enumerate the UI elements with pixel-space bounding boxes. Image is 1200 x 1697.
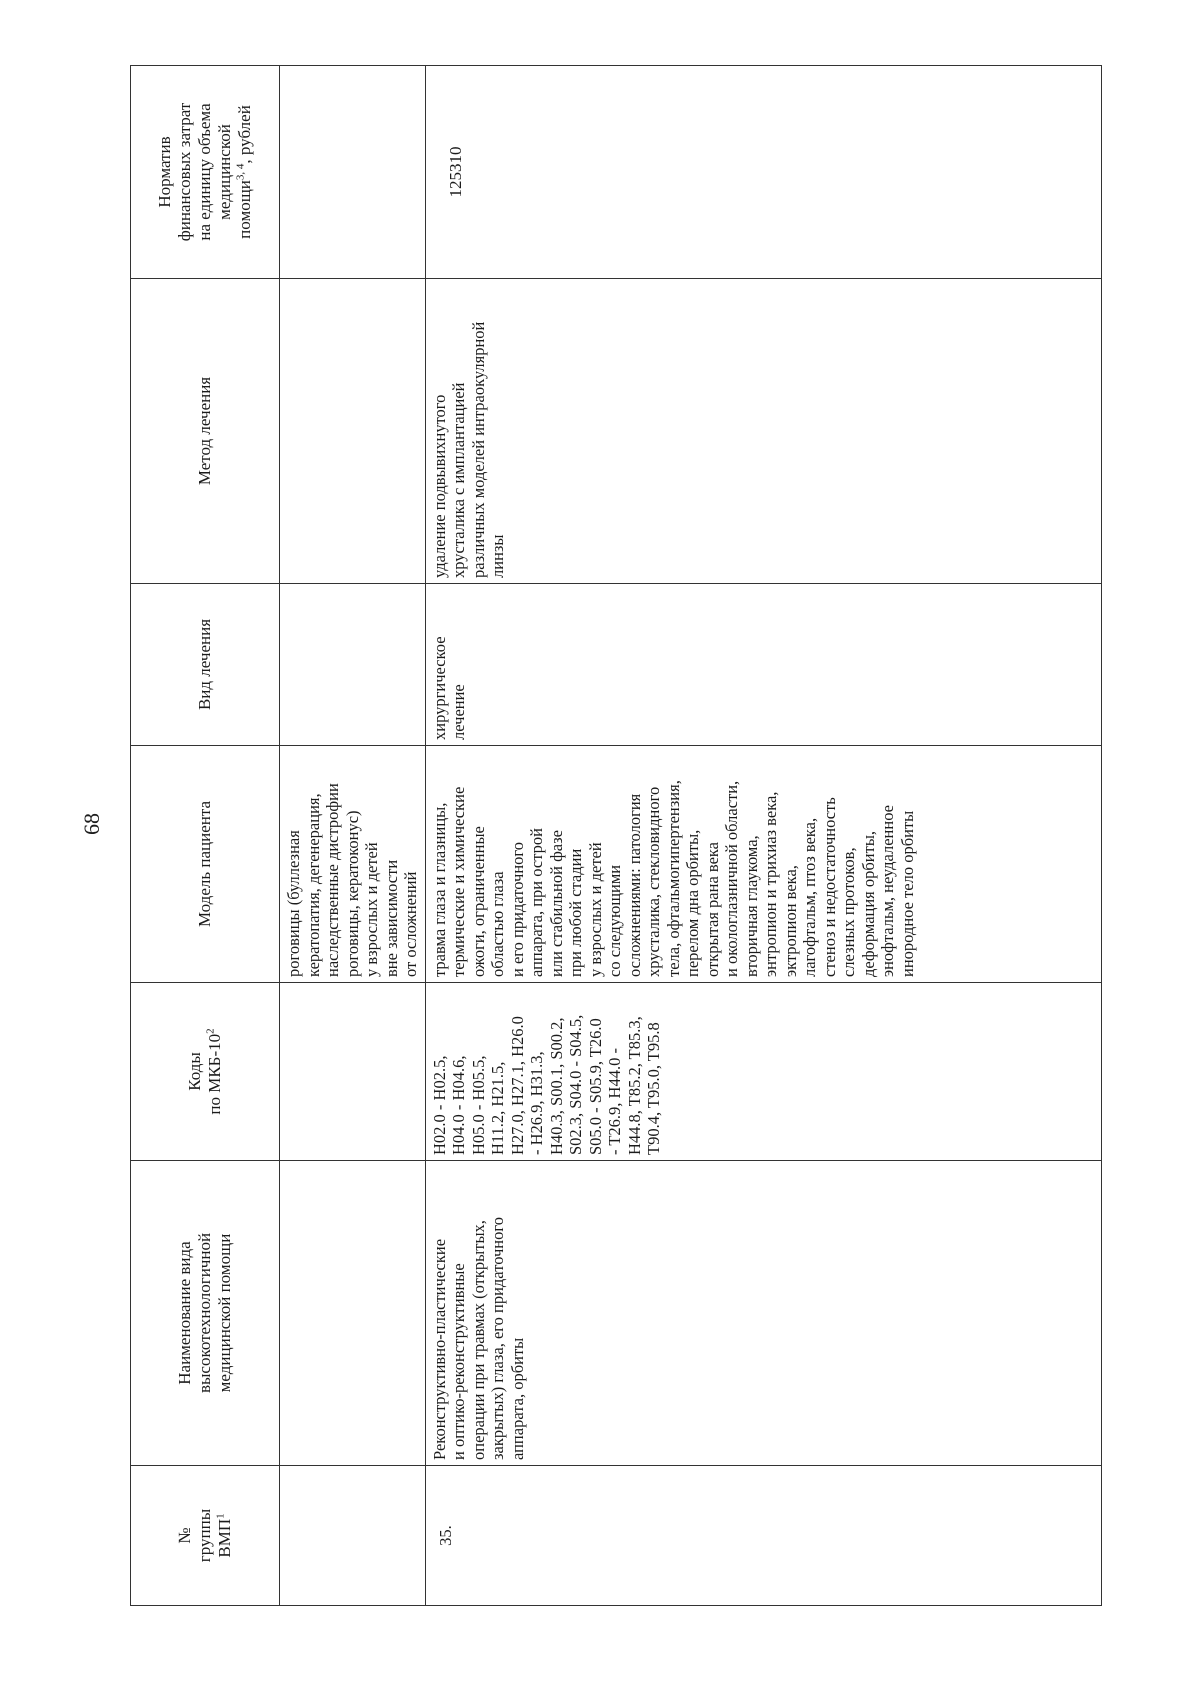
header-care-name: Наименование вида высокотехнологичной медицинской помощи	[131, 1161, 280, 1466]
table-row-35	[425, 66, 1102, 1606]
vmp-table	[130, 65, 1102, 1606]
header-cost-norm: Норматив финансовых затрат на единицу объема медицинской помощи$^{3, 4}$, рублей	[131, 66, 280, 279]
rotated-table-container	[130, 66, 1102, 1606]
header-treatment-type: Вид лечения	[131, 584, 280, 746]
cell-patient-model: травма глаза и глазницы, термические и химические ожоги, ограниченные областью глаза и его придаточного аппарата, при острой или стабильной фазе при любой стадии у взрослых и детей со следующими осложнениями: патология хрусталика, стекловидного тела, офтальмогипертензия, перелом дна орбиты, открытая рана века и окологлазничной области, вторичная глаукома, энтропион и трихиаз века, эктропион века, лагофтальм, птоз века, стеноз и недостаточность слезных протоков, деформация орбиты, энофтальм, неудаленное инородное тело орбиты	[425, 746, 1102, 983]
cell-empty	[280, 1161, 426, 1466]
cell-empty	[280, 279, 426, 584]
cell-cost-norm: 125310	[425, 66, 1102, 279]
cell-empty	[280, 1466, 426, 1606]
header-patient-model: Модель пациента	[131, 746, 280, 983]
cell-empty	[280, 983, 426, 1161]
cell-group-number: 35.	[425, 1466, 1102, 1606]
cell-treatment-type: хирургическое лечение	[425, 584, 1102, 746]
page-number: 68	[79, 813, 104, 835]
cell-icd-codes: H02.0 - H02.5, H04.0 - H04.6, H05.0 - H05.5, H11.2, H21.5, H27.0, H27.1, H26.0 - H26.9, H31.3, H40.3, S00.1, S00.2, S02.3, S04.0 - S04.5, S05.0 - S05.9, T26.0 - T26.9, H44.0 - H44.8, T85.2, T85.3, T90.4, T95.0, T95.8	[425, 983, 1102, 1161]
cell-empty	[280, 584, 426, 746]
header-treatment-method: Метод лечения	[131, 279, 280, 584]
header-group-number: № группы ВМП$^1$	[131, 1466, 280, 1606]
cell-patient-model-continued: роговицы (буллезная кератопатия, дегенерация, наследственные дистрофии роговицы, кератоконус) у взрослых и детей вне зависимости от осложнений	[280, 746, 426, 983]
table-row-continued	[280, 66, 426, 1606]
cell-treatment-method: удаление подвывихнутого хрусталика с имплантацией различных моделей интраокулярной линзы	[425, 279, 1102, 584]
header-icd-codes: Коды по МКБ-$10^2$	[131, 983, 280, 1161]
cell-empty	[280, 66, 426, 279]
cell-care-name: Реконструктивно-пластические и оптико-реконструктивные операции при травмах (открытых, закрытых) глаза, его придаточного аппарата, орбиты	[425, 1161, 1102, 1466]
table-header-row	[131, 66, 280, 1606]
